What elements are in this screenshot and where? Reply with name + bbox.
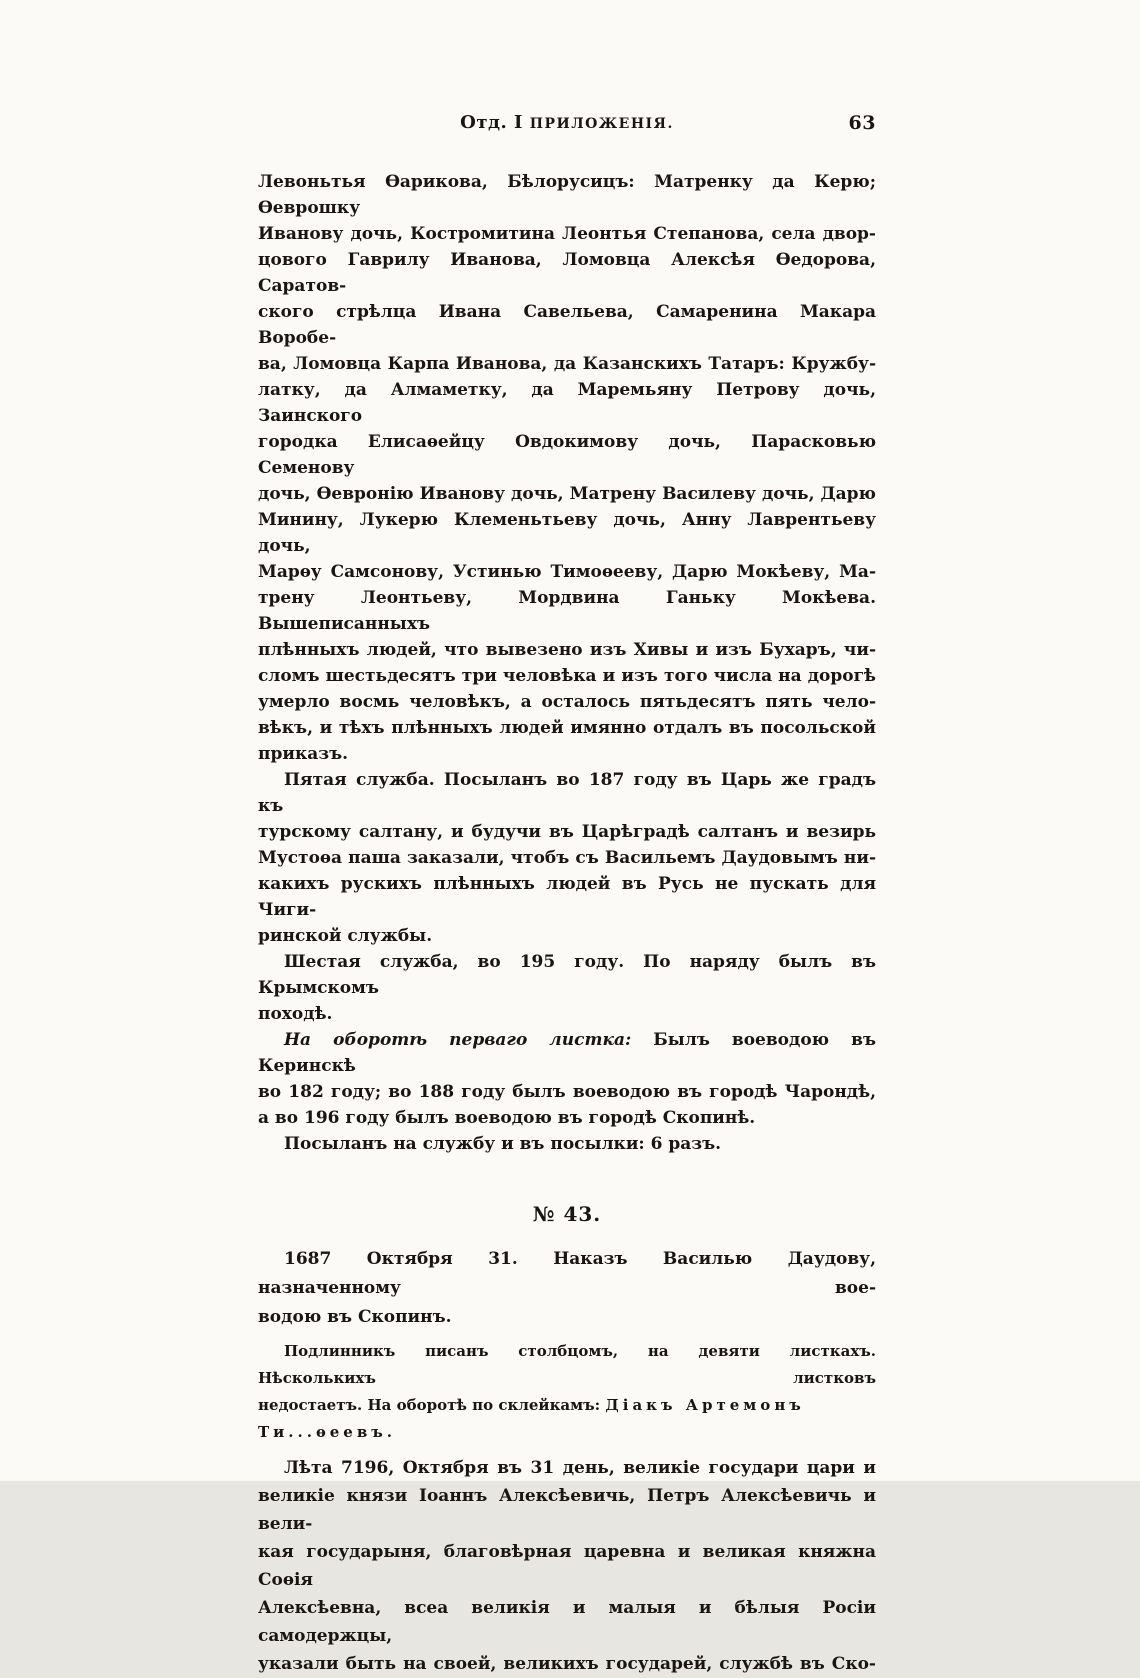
- text-segment: Лѣта 7196, Октября въ 31 день, великіе государи цари и: [284, 1458, 876, 1478]
- paragraph-verso-note: [258, 1027, 876, 1131]
- text-segment: латку, да Алмаметку, да Маремьяну Петрову дочь, Заинского: [258, 380, 876, 426]
- text-line: [258, 1650, 876, 1678]
- text-segment: цового Гаврилу Иванова, Ломовца Алексѣя Ѳедорова, Саратов-: [258, 250, 876, 296]
- text-line: [258, 429, 876, 481]
- text-line: [258, 715, 876, 741]
- header-section-title: ПРИЛОЖЕНІЯ.: [529, 116, 674, 132]
- text-segment: а во 196 году былъ воеводою въ городѣ Скопинѣ.: [258, 1108, 756, 1128]
- text-line: [258, 949, 876, 1001]
- paragraph-captives-list: [258, 169, 876, 767]
- text-segment: Мустоѳа паша заказали, чтобъ съ Васильемъ Даудовымъ ни-: [258, 848, 876, 868]
- text-segment: какихъ рускихъ плѣнныхъ людей въ Русь не пускать для Чиги-: [258, 874, 876, 920]
- text-segment: вѣкъ, и тѣхъ плѣнныхъ людей имянно отдалъ въ посольской: [258, 718, 876, 738]
- text-line: [258, 663, 876, 689]
- text-line: [258, 689, 876, 715]
- text-line: [258, 1027, 876, 1079]
- paragraph-document-title: [258, 1245, 876, 1332]
- paragraph-missions-count: [258, 1131, 876, 1157]
- text-segment: Минину, Лукерю Клеменьтьеву дочь, Анну Лаврентьеву дочь,: [258, 510, 876, 556]
- text-segment: Посыланъ на службу и въ посылки: 6 разъ.: [284, 1134, 722, 1154]
- text-line: [258, 767, 876, 819]
- text-line: [258, 1131, 876, 1157]
- text-segment: во 182 году; во 188 году былъ воеводою въ городѣ Чарондѣ,: [258, 1082, 876, 1102]
- text-segment: Шестая служба, во 195 году. По наряду былъ въ Крымскомъ: [258, 952, 876, 998]
- text-segment: недостаетъ. На оборотѣ по склейкамъ:: [258, 1396, 606, 1414]
- text-line: [258, 637, 876, 663]
- text-line: [258, 741, 876, 767]
- text-line: [258, 1001, 876, 1027]
- text-line: [258, 1303, 876, 1332]
- text-line: [258, 221, 876, 247]
- header-section-label: Отд. I: [460, 112, 530, 133]
- text-segment: Иванову дочь, Костромитина Леонтья Степанова, села двор-: [258, 224, 876, 244]
- paragraph-sixth-service: [258, 949, 876, 1027]
- text-segment: водою въ Скопинъ.: [258, 1307, 452, 1327]
- text-line: [258, 585, 876, 637]
- text-line: [258, 845, 876, 871]
- text-line: [258, 1454, 876, 1482]
- paragraph-fifth-service: [258, 767, 876, 949]
- running-header: [258, 110, 876, 137]
- text-line: [258, 923, 876, 949]
- text-line: [258, 377, 876, 429]
- text-line: [258, 507, 876, 559]
- text-line: [258, 1105, 876, 1131]
- text-segment: походѣ.: [258, 1004, 333, 1024]
- text-line: [258, 871, 876, 923]
- text-line: [258, 1594, 876, 1650]
- text-segment: городка Елисаѳейцу Овдокимову дочь, Парасковью Семенову: [258, 432, 876, 478]
- text-line: [258, 1245, 876, 1303]
- paragraph-archival-note: [258, 1338, 876, 1446]
- text-segment: приказъ.: [258, 744, 349, 764]
- text-segment: плѣнныхъ людей, что вывезено изъ Хивы и изъ Бухаръ, чи-: [258, 640, 876, 660]
- text-segment: указали быть на своей, великихъ государей, службѣ въ Ско-: [258, 1654, 876, 1674]
- text-segment: сломъ шестьдесятъ три человѣка и изъ того числа на дорогѣ: [258, 666, 876, 686]
- text-segment: трену Леонтьеву, Мордвина Ганьку Мокѣева. Вышеписанныхъ: [258, 588, 876, 634]
- text-block: [258, 110, 876, 1678]
- text-line: [258, 299, 876, 351]
- text-segment: дочь, Ѳевронію Иванову дочь, Матрену Василеву дочь, Дарю: [258, 484, 876, 504]
- text-segment: Алексѣевна, всеа великія и малыя и бѣлыя Росіи самодержцы,: [258, 1598, 876, 1646]
- text-line: [258, 819, 876, 845]
- text-line: [258, 351, 876, 377]
- text-segment: ринской службы.: [258, 926, 433, 946]
- spaced-text: Діакъ Артемонъ Ти...ѳеевъ.: [258, 1396, 805, 1441]
- document-number-heading: № 43.: [532, 1202, 602, 1226]
- text-segment: кая государыня, благовѣрная царевна и великая княжна Соѳія: [258, 1542, 876, 1590]
- text-segment: 1687 Октября 31. Наказъ Василью Даудову, назначенному вое-: [258, 1249, 876, 1298]
- text-segment: Подлинникъ писанъ столбцомъ, на девяти листкахъ. Нѣсколькихъ листковъ: [258, 1342, 876, 1387]
- text-line: [258, 559, 876, 585]
- paragraph-ukaz-text: [258, 1454, 876, 1678]
- text-segment: Пятая служба. Посыланъ во 187 году въ Царь же градъ къ: [258, 770, 876, 816]
- text-line: [258, 1079, 876, 1105]
- text-segment: турскому салтану, и будучи въ Царѣградѣ салтанъ и везирь: [258, 822, 876, 842]
- text-line: [258, 1482, 876, 1538]
- text-segment: Былъ воеводою въ Керинскѣ: [258, 1030, 876, 1076]
- text-segment: ва, Ломовца Карпа Иванова, да Казанскихъ Татаръ: Кружбу-: [258, 354, 876, 374]
- text-line: [258, 1392, 876, 1446]
- text-segment: великіе князи Іоаннъ Алексѣевичь, Петръ Алексѣевичь и вели-: [258, 1486, 876, 1534]
- page-number: 63: [848, 112, 876, 134]
- text-line: [258, 1338, 876, 1392]
- document-body: [258, 169, 876, 1678]
- italic-text: На оборотѣ перваго листка:: [284, 1030, 632, 1050]
- text-segment: ского стрѣлца Ивана Савельева, Самаренина Макара Воробе-: [258, 302, 876, 348]
- text-line: [258, 481, 876, 507]
- text-segment: Марѳу Самсонову, Устинью Тимоѳееву, Дарю Мокѣеву, Ма-: [258, 562, 876, 582]
- text-segment: умерло восмь человѣкъ, а осталось пятьдесятъ пять чело-: [258, 692, 876, 712]
- text-line: [258, 1538, 876, 1594]
- text-line: [258, 169, 876, 221]
- text-segment: Левоньтья Ѳарикова, Бѣлорусицъ: Матренку да Керю; Ѳеврошку: [258, 172, 876, 218]
- text-line: [258, 247, 876, 299]
